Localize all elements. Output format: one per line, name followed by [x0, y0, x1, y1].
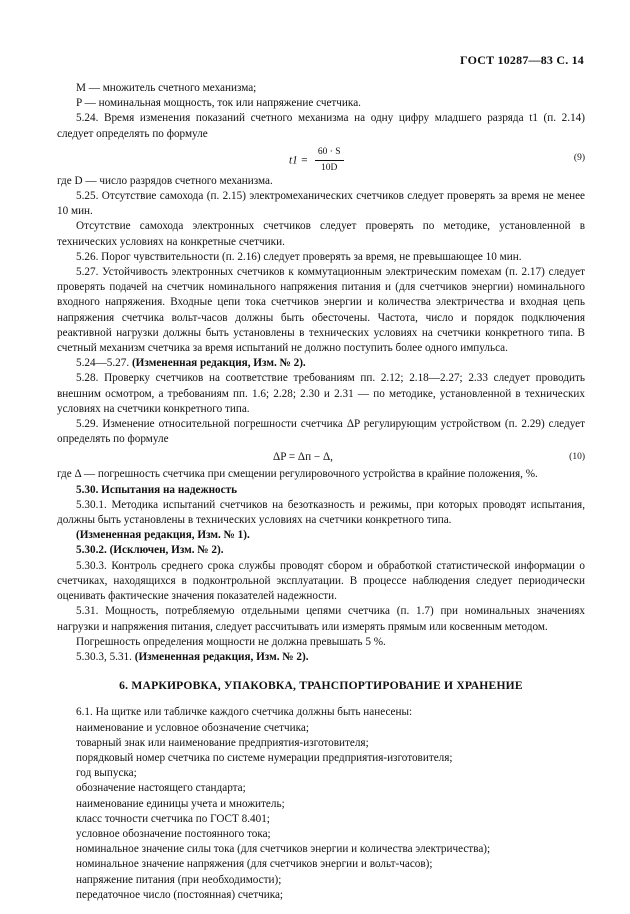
revision-1-number: 5.24—5.27. [76, 357, 130, 370]
formula-9 [57, 143, 585, 173]
para-d: где D — число разрядов счетного механизма. [57, 174, 273, 187]
list-item: передаточное число (постоянная) счетчика; [76, 888, 284, 901]
list-item: наименование и условное обозначение счетчика; [76, 721, 309, 734]
para-5-25: 5.25. Отсутствие самохода (п. 2.15) электромеханических счетчиков следует проверять за время не менее 10 мин. [57, 190, 585, 218]
list-item: напряжение питания (при необходимости); [76, 873, 282, 886]
formula-9-denominator: 10D [321, 163, 338, 174]
revision-3-number: 5.30.3, 5.31. [76, 650, 132, 663]
formula-10-label: (10) [569, 452, 585, 463]
para-5-27: 5.27. Устойчивость электронных счетчиков к коммутационным электрическим помехам (п. 2.17) следует проверять подачей на счетчик номинального напряжения питания и (для счетчиков энергии) номинального входного напряжения. Входные цепи тока счетчиков энергии и количества электричества и входная цепь напряжения счетчика вольт-часов должны быть обесточены. Частота, число и порядок подключения реактивной нагрузки должны быть установлены в технических условиях на счетчики конкретного типа. В счетный механизм счетчика за время испытаний не должно поступить более одного импульса. [57, 266, 585, 355]
para-5-24: 5.24. Время изменения показаний счетного механизма на одну цифру младшего разряда t1 (п. 2.14) следует определять по формуле [57, 112, 585, 140]
para-m: M — множитель счетного механизма; [76, 82, 257, 94]
list-item: условное обозначение постоянного тока; [76, 827, 271, 840]
list-item: номинальное значение силы тока (для счетчиков энергии и количества электричества); [76, 843, 491, 856]
para-5-30: 5.30. Испытания на надежность [76, 483, 238, 496]
para-5-31b: Погрешность определения мощности не должна превышать 5 %. [76, 635, 386, 648]
list-item: наименование единицы учета и множитель; [76, 797, 285, 810]
section-6-title: 6. МАРКИРОВКА, УПАКОВКА, ТРАНСПОРТИРОВАНИЕ И ХРАНЕНИЕ [119, 679, 523, 693]
list-item: номинальное значение напряжения (для счетчиков энергии и вольт-часов); [76, 858, 433, 871]
list-item: год выпуска; [76, 767, 137, 780]
para-5-30-1: 5.30.1. Методика испытаний счетчиков на безотказность и режимы, при которых проводят испытания, должны быть установлены в технических условиях на счетчики конкретного типа. [57, 498, 585, 527]
formula-10-expression: ΔP = Δп − Δ, [273, 451, 333, 464]
formula-9-lhs: t1 = [289, 154, 309, 167]
formula-10 [57, 447, 585, 467]
revision-3-text: (Измененная редакция, Изм. № 2). [134, 650, 309, 663]
formula-9-expression [289, 145, 344, 176]
marking-list [57, 721, 585, 903]
para-revision-2: (Измененная редакция, Изм. № 1). [76, 529, 250, 542]
para-revision-3 [57, 650, 585, 665]
page-header: ГОСТ 10287—83 С. 14 [460, 53, 584, 67]
para-5-30-2: 5.30.2. (Исключен, Изм. № 2). [76, 544, 224, 557]
para-6-1: 6.1. На щитке или табличке каждого счетчика должны быть нанесены: [76, 706, 413, 719]
page-body [57, 81, 585, 903]
revision-1-text: (Измененная редакция, Изм. № 2). [131, 357, 306, 370]
para-5-28: 5.28. Проверку счетчиков на соответствие требованиям пп. 2.12; 2.18—2.27; 2.33 следует проводить внешним осмотром, а требованиям пп. 1.6; 2.28; 2.30 и 2.31 — по методике, установленной в технических условиях на счетчики конкретного типа. [57, 372, 585, 415]
para-revision-1 [57, 356, 585, 371]
para-delta: где Δ — погрешность счетчика при смещении регулировочного устройства в крайние положения, %. [57, 468, 538, 481]
para-5-25b: Отсутствие самохода электронных счетчиков следует проверять по методике, установленной в технических условиях на конкретные счетчики. [57, 220, 585, 248]
para-p: P — номинальная мощность, ток или напряжение счетчика. [76, 97, 361, 110]
list-item: обозначение настоящего стандарта; [76, 782, 246, 795]
formula-9-fraction [315, 145, 344, 176]
list-item: класс точности счетчика по ГОСТ 8.401; [76, 812, 270, 825]
para-5-31: 5.31. Мощность, потребляемую отдельными цепями счетчика (п. 1.7) при номинальных значениях нагрузки и напряжения питания, следует рассчитывать или измерять прямым или косвенным методом. [57, 605, 585, 633]
para-5-26: 5.26. Порог чувствительности (п. 2.16) следует проверять за время, не превышающее 10 мин. [76, 250, 522, 263]
para-5-30-3: 5.30.3. Контроль среднего срока службы проводят сбором и обработкой статистической информации о счетчиках, находящихся в подконтрольной эксплуатации. В процессе наблюдения следует периодически оценивать фактические значения показателей надежности. [57, 559, 585, 603]
formula-9-label: (9) [573, 152, 585, 163]
formula-9-numerator: 60 · S [315, 145, 344, 161]
list-item: порядковый номер счетчика по системе нумерации предприятия-изготовителя; [76, 751, 453, 764]
para-5-29: 5.29. Изменение относительной погрешности счетчика ΔP регулирующим устройством (п. 2.29) следует определять по формуле [57, 418, 585, 446]
list-item: товарный знак или наименование предприятия-изготовителя; [76, 736, 369, 749]
